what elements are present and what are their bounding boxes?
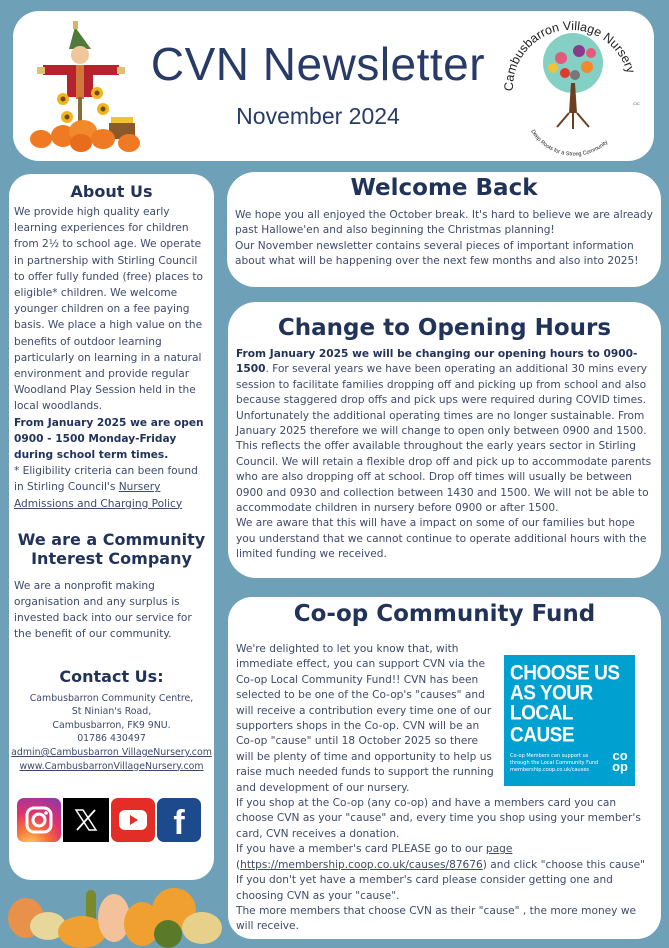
poster-line-1: CHOOSE US: [510, 661, 620, 685]
opening-hours-body: [228, 347, 661, 563]
address-line-3: Cambusbarron, FK9 9NU.: [52, 719, 171, 731]
coop-para-1: If you shop at the Co-op (any co-op) and have a members card you can choose CVN as your "cause" and, every time you shop using your member's card, CVN receives a donation.: [236, 797, 641, 840]
coop-choose-us-poster: [504, 655, 635, 786]
svg-text:Cambusbarron Village Nursery: Cambusbarron Village Nursery: [501, 18, 638, 92]
svg-text:CIC: CIC: [633, 101, 640, 106]
opening-hours-lead: From January 2025 we will be changing our opening hours to 0900-1500: [236, 348, 638, 376]
scarecrow-illustration: [23, 19, 143, 154]
coop-heading: Co-op Community Fund: [293, 601, 596, 627]
coop-para-4: The more members that choose CVN as their "cause" , the more money we will receive.: [236, 904, 637, 933]
about-hours-note: From January 2025 we are open 0900 - 1500 Monday-Friday during school term times.: [14, 416, 204, 462]
sidebar-card: [9, 174, 214, 880]
youtube-icon[interactable]: [111, 798, 155, 842]
welcome-body: [227, 208, 661, 270]
about-section: [9, 204, 214, 512]
coop-cause-url-link[interactable]: https://membership.coop.co.uk/causes/87676: [240, 858, 483, 871]
about-body: We provide high quality early learning experiences for children from 2½ to school age. We operate in partnership with Stirling Council to offer fully funded (free) places to eligible* children. We welcome younger children on a fee paying basis. We place a high value on the benefits of outdoor learning particularly on learning in a natural environment and provide regular Woodland Play Session held in the local woodlands.: [14, 206, 204, 413]
welcome-back-card: [227, 172, 661, 287]
facebook-icon[interactable]: f: [157, 798, 201, 842]
coop-para-3: If you don't yet have a member's card please consider getting one and choosing CVN as your "cause".: [236, 874, 613, 902]
header-banner: [13, 11, 654, 161]
phone-number: 01786 430497: [77, 733, 146, 745]
welcome-para-2: Our November newsletter contains several pieces of important information about what will be happening over the next few months and also into 2025!: [235, 239, 639, 268]
instagram-icon[interactable]: [17, 798, 61, 842]
x-icon[interactable]: [63, 798, 109, 842]
coop-fund-card: [228, 597, 661, 939]
poster-small-text: Co-op Members can support us through the Local Community Fund membership.coop.co.uk/causes: [510, 753, 599, 773]
coop-page-link[interactable]: page: [485, 843, 513, 856]
email-link[interactable]: admin@Cambusbarron VillageNursery.com: [11, 747, 212, 759]
poster-line-3: LOCAL CAUSE: [510, 701, 575, 747]
website-link[interactable]: www.CambusbarronVillageNursery.com: [19, 760, 204, 772]
opening-hours-para-1: . For several years we have been operating an additional 30 mins every session to facilitate families dropping off and picking up from school and also because staggered drop offs and pick ups were required during COVID times. Unfortunately the additional operating times are no longer sustainable. From January 2025 therefore we will change to open only between 0900 and 1500. This reflects the offer available throughout the early years sector in Stirling Council. We will retain a flexible drop off and pick up to accommodate parents who are also dropping off at school. Drop off times will usually be between 0900 and 0930 and collection between 1430 and 1500. We will not be able to accommodate children in nursery before 0900 or after 1500.: [236, 363, 652, 515]
poster-line-2: AS YOUR: [510, 681, 593, 705]
coop-logo-icon: co op: [612, 748, 628, 774]
pumpkins-illustration: [2, 882, 222, 948]
community-heading: We are a Community Interest Company: [17, 529, 206, 568]
community-body: We are a nonprofit making organisation and any surplus is invested back into our service for the benefit of our community.: [14, 579, 192, 641]
opening-hours-heading: Change to Opening Hours: [277, 315, 612, 341]
social-links: [17, 798, 201, 842]
about-heading: About Us: [70, 182, 153, 201]
address-line-2: St Ninian's Road,: [71, 706, 152, 718]
welcome-para-1: We hope you all enjoyed the October break. It's hard to believe we are already past Hallowe'en and also beginning the Christmas planning!: [235, 209, 653, 237]
address-line-1: Cambusbarron Community Centre,: [29, 692, 194, 704]
nursery-admissions-policy-link[interactable]: Nursery Admissions and Charging Policy: [14, 481, 183, 510]
coop-intro: We're delighted to let you know that, with immediate effect, you can support CVN via the Co-op Local Community Fund!! CVN has been selected to be one of the Co-op's "causes" and will receive a contribution every time one of our supporters shops in the Co-op. CVN will be an Co-op "cause" until 18 October 2025 so there will be plenty of time and opportunity to help us raise much needed funds to support the running and development of our nursery.: [236, 643, 494, 794]
welcome-heading: Welcome Back: [350, 175, 538, 201]
newsletter-date: November 2024: [236, 103, 400, 129]
contact-heading: Contact Us:: [59, 666, 164, 686]
svg-text:Deep Roots for a Strong Commun: Deep Roots for a Strong Community: [529, 128, 610, 158]
about-footnote: * Eligibility criteria can been found in Stirling Council's: [14, 465, 198, 494]
nursery-logo: [491, 13, 651, 159]
newsletter-title: CVN Newsletter: [150, 38, 486, 90]
coop-para-2: If you have a member's card PLEASE go to our page (https://membership.coop.co.uk/causes/87676) and click "choose this cause": [236, 843, 646, 871]
opening-hours-card: [228, 302, 661, 578]
contact-details: [9, 692, 214, 774]
opening-hours-para-2: We are aware that this will have a impact on some of our families but hope you understand that we cannot continue to operate additional hours with the limited funding we received.: [236, 517, 647, 561]
